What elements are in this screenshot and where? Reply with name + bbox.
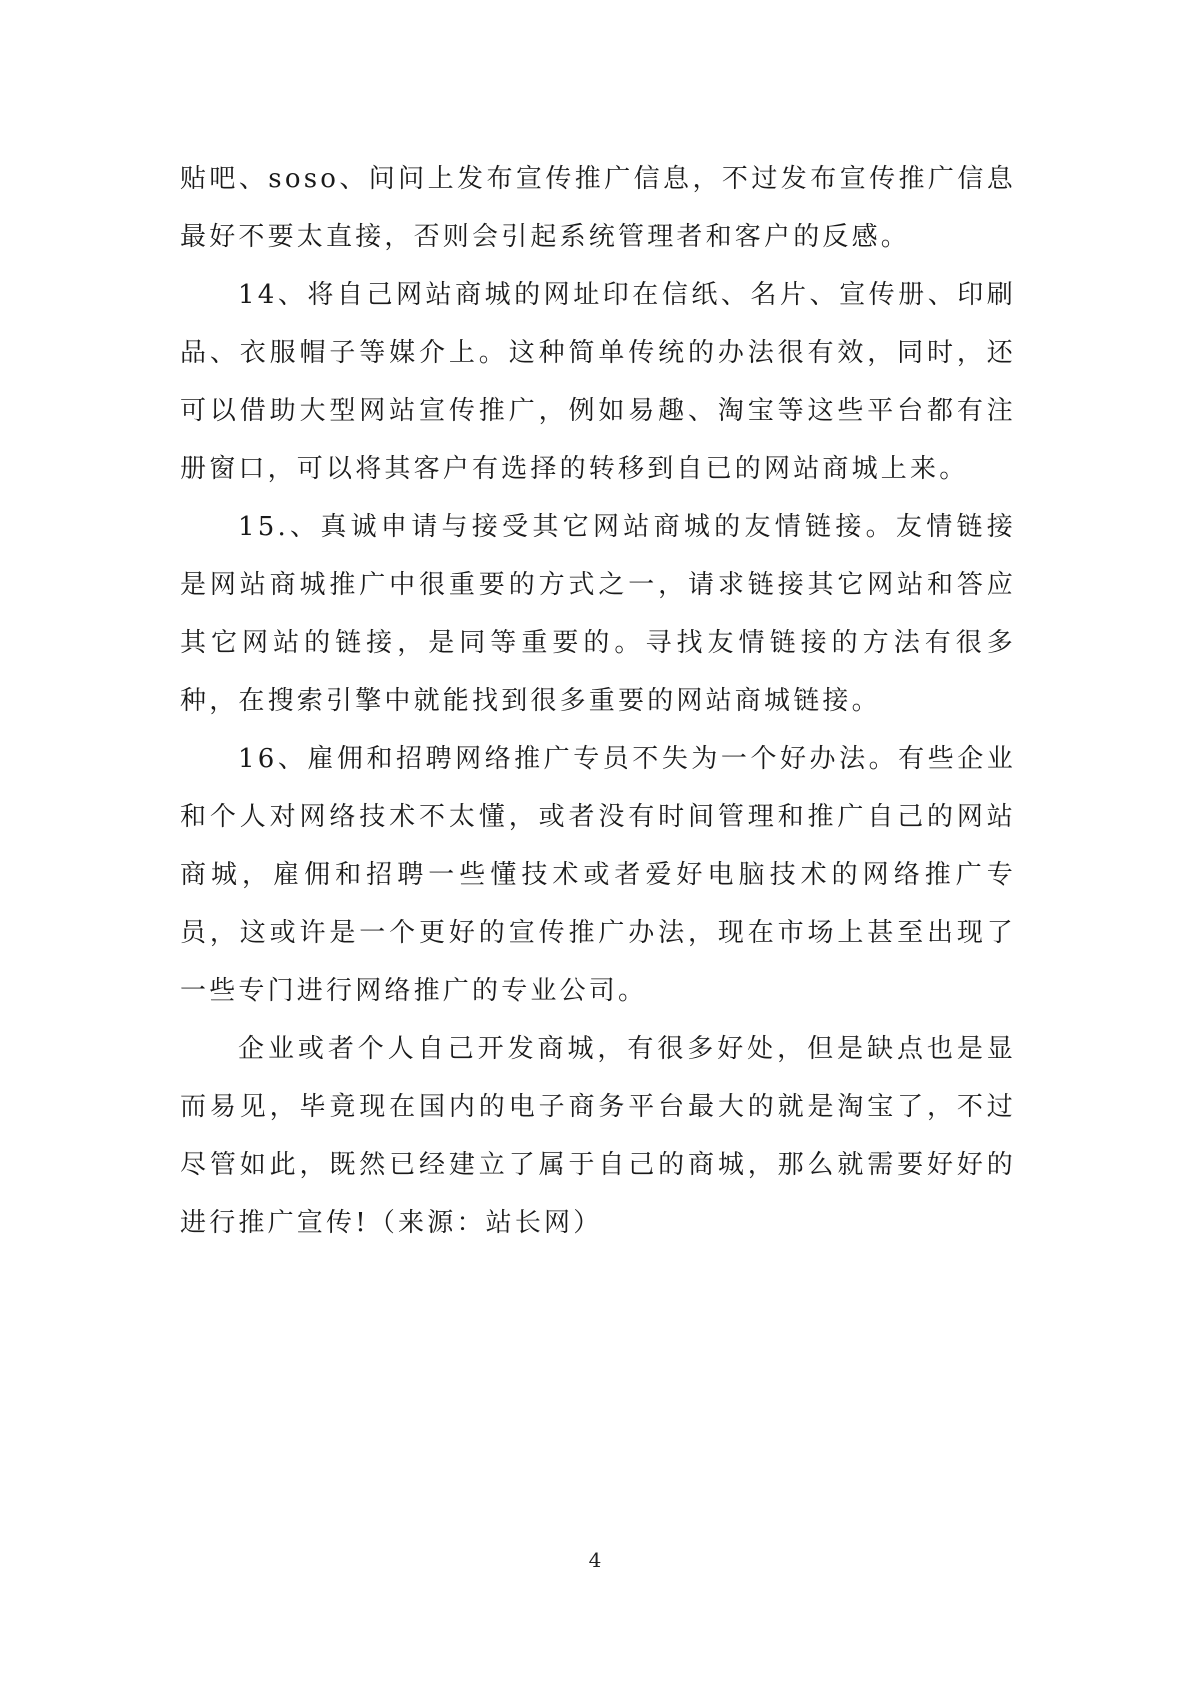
- page-number: 4: [588, 1548, 602, 1572]
- paragraph-item-16: 16、雇佣和招聘网络推广专员不失为一个好办法。有些企业和个人对网络技术不太懂，或者没有时间管理和推广自己的网站商城，雇佣和招聘一些懂技术或者爱好电脑技术的网络推广专员，这或许是一个更好的宣传推广办法，现在市场上甚至出现了一些专门进行网络推广的专业公司。: [180, 744, 1016, 1006]
- paragraph-item-15: 15.、真诚申请与接受其它网站商城的友情链接。友情链接是网站商城推广中很重要的方式之一，请求链接其它网站和答应其它网站的链接，是同等重要的。寻找友情链接的方法有很多种，在搜索引擎中就能找到很多重要的网站商城链接。: [180, 512, 1016, 716]
- paragraph-conclusion: 企业或者个人自己开发商城，有很多好处，但是缺点也是显而易见，毕竟现在国内的电子商务平台最大的就是淘宝了，不过尽管如此，既然已经建立了属于自己的商城，那么就需要好好的进行推广宣传!（来源：站长网）: [180, 1034, 1016, 1238]
- paragraph-continued: 贴吧、soso、问问上发布宣传推广信息，不过发布宣传推广信息最好不要太直接，否则会引起系统管理者和客户的反感。: [180, 164, 1016, 252]
- document-body: [180, 150, 1016, 1252]
- paragraph-item-14: 14、将自己网站商城的网址印在信纸、名片、宣传册、印刷品、衣服帽子等媒介上。这种简单传统的办法很有效，同时，还可以借助大型网站宣传推广，例如易趣、淘宝等这些平台都有注册窗口，可以将其客户有选择的转移到自已的网站商城上来。: [180, 280, 1016, 484]
